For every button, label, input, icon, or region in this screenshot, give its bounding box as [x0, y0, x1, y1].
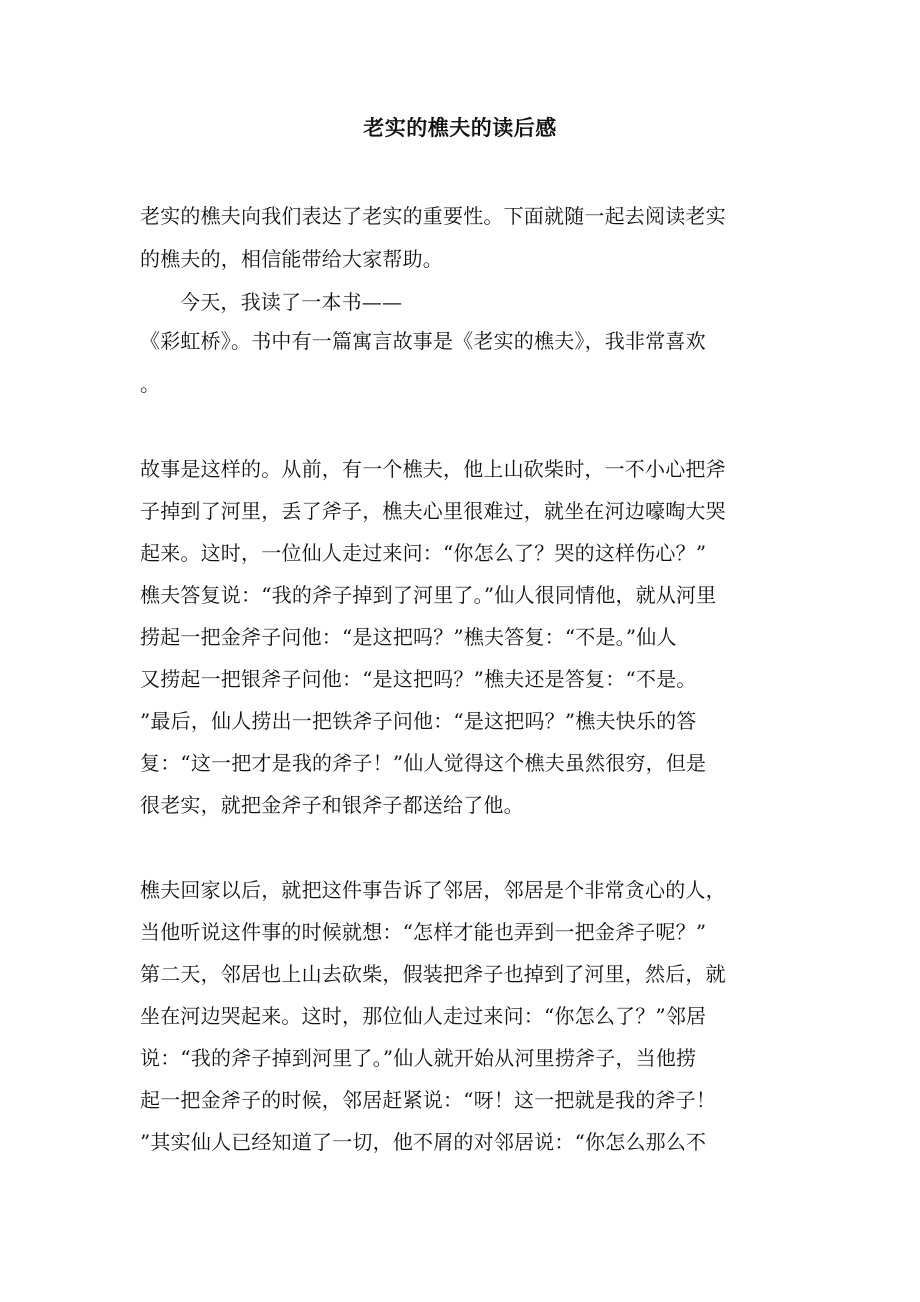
paragraph-line: 的樵夫的，相信能带给大家帮助。	[140, 247, 443, 271]
paragraph-line: 起一把金斧子的时候，邻居赶紧说：“呀！这一把就是我的斧子！	[140, 1088, 717, 1112]
paragraph-line: ”其实仙人已经知道了一切，他不屑的对邻居说：“你怎么那么不	[140, 1130, 707, 1154]
paragraph-line: 。	[140, 372, 161, 396]
paragraph-line: 樵夫答复说：“我的斧子掉到了河里了。”仙人很同情他，就从河里	[140, 583, 717, 607]
paragraph-line: 捞起一把金斧子问他：“是这把吗？”樵夫答复：“不是。”仙人	[140, 625, 677, 649]
paragraph-line: 第二天，邻居也上山去砍柴，假装把斧子也掉到了河里，然后，就	[140, 962, 726, 986]
paragraph-line: 坐在河边哭起来。这时，那位仙人走过来问：“你怎么了？”邻居	[140, 1004, 707, 1028]
paragraph-line: 复：“这一把才是我的斧子！”仙人觉得这个樵夫虽然很穷，但是	[140, 751, 707, 775]
paragraph-line: 说：“我的斧子掉到河里了。”仙人就开始从河里捞斧子，当他捞	[140, 1046, 697, 1070]
paragraph-line: 《彩虹桥》。书中有一篇寓言故事是《老实的樵夫》，我非常喜欢	[140, 329, 706, 353]
paragraph-line: 起来。这时，一位仙人走过来问：“你怎么了？哭的这样伤心？”	[140, 541, 707, 565]
paragraph-line: 今天，我读了一本书——	[180, 290, 403, 314]
document-title: 老实的樵夫的读后感	[363, 115, 557, 140]
paragraph-line: 老实的樵夫向我们表达了老实的重要性。下面就随一起去阅读老实	[140, 204, 726, 228]
paragraph-line: 当他听说这件事的时候就想：“怎样才能也弄到一把金斧子呢？”	[140, 920, 707, 944]
paragraph-line: 故事是这样的。从前，有一个樵夫，他上山砍柴时，一不小心把斧	[140, 457, 726, 481]
paragraph-line: 子掉到了河里，丢了斧子，樵夫心里很难过，就坐在河边嚎啕大哭	[140, 499, 726, 523]
paragraph-line: 很老实，就把金斧子和银斧子都送给了他。	[140, 793, 524, 817]
paragraph-line: ”最后，仙人捞出一把铁斧子问他：“是这把吗？”樵夫快乐的答	[140, 709, 697, 733]
paragraph-line: 樵夫回家以后，就把这件事告诉了邻居，邻居是个非常贪心的人，	[140, 878, 726, 902]
paragraph-line: 又捞起一把银斧子问他：“是这把吗？”樵夫还是答复：“不是。	[140, 667, 697, 691]
